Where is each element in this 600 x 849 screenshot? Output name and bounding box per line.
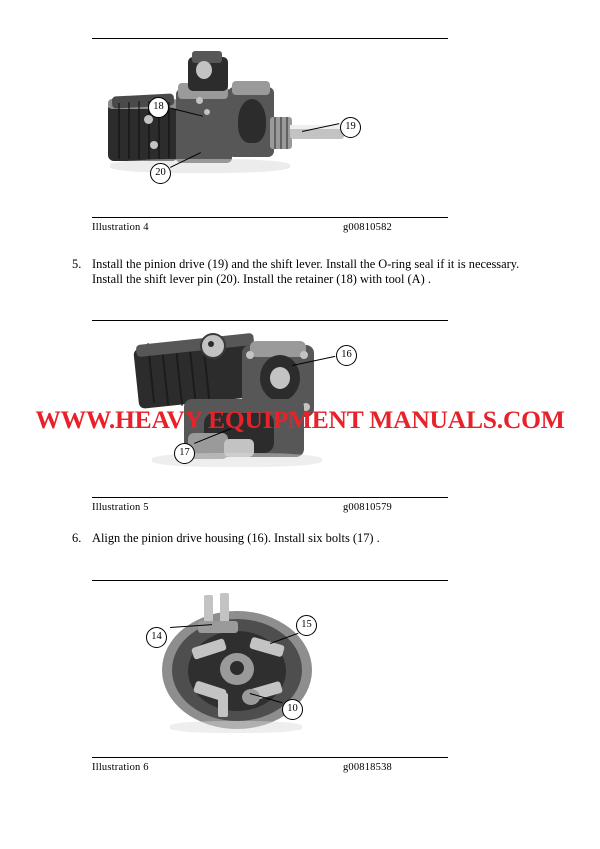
step-6-number: 6.	[72, 531, 82, 545]
illustration-5-code: g00810579	[342, 502, 392, 513]
callout-18: 18	[148, 97, 169, 118]
illustration-6-label: Illustration 6	[92, 762, 149, 773]
illustration-4-image	[92, 39, 448, 217]
step-5-text: Install the pinion drive (19) and the shift lever. Install the O-ring seal if it is necessary. Install the shift lever pin (20). Install the retainer (18) with tool (A) .	[92, 257, 520, 287]
illustration-4-code: g00810582	[342, 222, 392, 233]
callout-14: 14	[146, 627, 167, 648]
figure-illustration-4	[92, 38, 448, 233]
step-5-number: 5.	[72, 257, 82, 271]
illustration-5-caption	[92, 498, 448, 513]
step-5	[72, 257, 522, 287]
illustration-6-image	[92, 581, 448, 757]
illustration-5-label: Illustration 5	[92, 502, 149, 513]
callout-20: 20	[150, 163, 171, 184]
brush-holder-photo	[92, 581, 448, 757]
site-watermark: WWW.HEAVY EQUIPMENT MANUALS.COM	[35, 405, 565, 434]
callout-15: 15	[296, 615, 317, 636]
callout-10: 10	[282, 699, 303, 720]
illustration-6-caption	[92, 758, 448, 773]
callout-19: 19	[340, 117, 361, 138]
callout-17: 17	[174, 443, 195, 464]
step-6	[72, 531, 522, 546]
step-6-text: Align the pinion drive housing (16). Install six bolts (17) .	[92, 531, 380, 545]
figure-illustration-6	[92, 580, 448, 773]
callout-16: 16	[336, 345, 357, 366]
illustration-4-caption	[92, 218, 448, 233]
illustration-6-code: g00818538	[342, 762, 392, 773]
illustration-4-label: Illustration 4	[92, 222, 149, 233]
starter-motor-photo	[92, 39, 448, 217]
